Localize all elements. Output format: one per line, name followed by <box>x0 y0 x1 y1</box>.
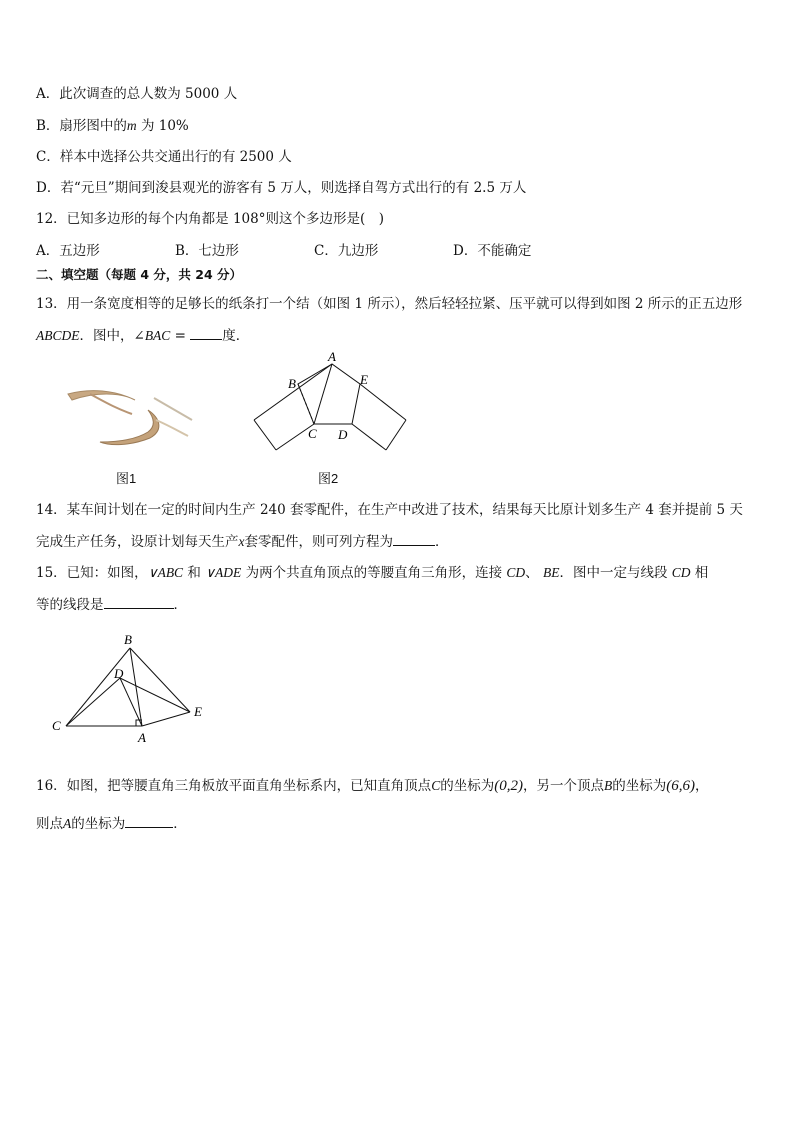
paper-strip-top-right <box>90 394 132 414</box>
q15-label-c: C <box>52 718 61 733</box>
paper-strip-tail <box>156 420 188 436</box>
q13-line1: 13．用一条宽度相等的足够长的纸条打一个结（如图 1 所示），然后轻轻拉紧、压平就可以得到如图 2 所示的正五边形 <box>36 296 743 312</box>
q13-equals: = <box>170 328 191 344</box>
q12-option-d: D．不能确定 <box>453 243 532 259</box>
strip-left-end <box>254 420 276 450</box>
q14-line2-end: ． <box>435 534 449 550</box>
q16-point-a: A <box>63 816 72 831</box>
q12-stem: 12．已知多边形的每个内角都是 108°则这个多边形是( ) <box>36 211 385 227</box>
q16-coord-c: (0,2) <box>494 778 523 794</box>
figure2-caption: 图2 <box>318 471 339 486</box>
fig2-label-e: E <box>360 372 368 387</box>
q15-label-b: B <box>124 632 132 647</box>
q12-option-c: C．九边形 <box>314 243 379 259</box>
q15-line2-prefix: 等的线段是 <box>36 597 104 613</box>
paper-strip-knot <box>100 410 159 445</box>
q15-line1 <box>36 561 708 581</box>
q15-sep: 、 <box>525 565 543 581</box>
q15-seg-be: BE <box>542 565 560 580</box>
dashed-bc <box>298 384 314 424</box>
q15-mid2: ．图中一定与线段 <box>559 565 672 581</box>
q15-seg-cd: CD <box>506 565 526 580</box>
fig2-label-c: C <box>308 426 317 441</box>
q15-triangle-ade: ∨ADE <box>205 565 242 580</box>
strip-right-bottom <box>352 424 386 450</box>
q11-option-a: A．此次调查的总人数为 5000 人 <box>36 86 238 102</box>
q16-point-b: B <box>603 778 613 793</box>
q15-mid: 为两个共直角顶点的等腰直角三角形，连接 <box>241 565 507 581</box>
fig2-label-b: B <box>288 376 296 391</box>
section-heading: 二、填空题（每题 4 分，共 24 分） <box>36 267 243 282</box>
seg-de <box>120 678 190 712</box>
q16-line1 <box>36 774 708 795</box>
q15-label-e: E <box>194 704 202 719</box>
q15-prefix: 15．已知：如图， <box>36 565 148 581</box>
q11-option-b-suffix: 为 10% <box>136 118 189 134</box>
fig2-label-d: D <box>338 427 348 442</box>
q16-answer-blank <box>125 813 173 828</box>
q15-and: 和 <box>183 565 206 581</box>
q15-figure <box>48 630 218 748</box>
seg-be <box>130 648 190 712</box>
q16-end1: ， <box>694 778 709 794</box>
seg-ba <box>130 648 142 726</box>
paper-strip-end <box>154 398 192 420</box>
q14-line2 <box>36 530 449 550</box>
q16-mid3: 的坐标为 <box>612 778 667 794</box>
q15-label-d: D <box>114 666 124 681</box>
q13-angle-var: BAC <box>144 328 171 343</box>
q15-answer-blank <box>104 594 174 609</box>
q13-line2-end: 度． <box>222 328 250 344</box>
q16-coord-b: (6,6) <box>666 778 695 794</box>
q11-option-c: C．样本中选择公共交通出行的有 2500 人 <box>36 149 292 165</box>
strip-right-top <box>360 384 406 420</box>
q14-line2-prefix: 完成生产任务，设原计划每天生产 <box>36 534 239 550</box>
q16-line2 <box>36 812 187 832</box>
q16-line2-end: ． <box>173 816 187 832</box>
strip-right-end <box>386 420 406 450</box>
strip-left-top <box>254 364 332 420</box>
q13-figure1 <box>60 380 210 450</box>
q15-seg-cd-2: CD <box>671 565 691 580</box>
q16-mid2: ，另一个顶点 <box>522 778 604 794</box>
q13-figure2 <box>248 348 413 456</box>
q15-label-a: A <box>138 730 146 745</box>
q15-line2-end: ． <box>173 597 187 613</box>
q13-line2 <box>36 324 249 344</box>
q14-var-x: x <box>238 534 245 549</box>
q16-line2-mid: 的坐标为 <box>71 816 126 832</box>
seg-cd <box>66 678 120 726</box>
q16-line2-prefix: 则点 <box>36 816 63 832</box>
q15-line1-end: 相 <box>690 565 709 581</box>
seg-cb <box>66 648 130 726</box>
figure1-caption: 图1 <box>116 471 137 486</box>
fig2-label-a: A <box>328 349 336 364</box>
q12-option-b: B．七边形 <box>175 243 239 259</box>
q13-line2-mid: ．图中，∠ <box>79 328 145 344</box>
q11-option-b <box>36 114 189 134</box>
q16-point-c: C <box>431 778 441 793</box>
q13-pentagon-var: ABCDE <box>36 328 80 343</box>
paper-strip-top-left <box>68 391 135 400</box>
q14-line1: 14．某车间计划在一定的时间内生产 240 套零配件，在生产中改进了技术，结果每天比原计划多生产 4 套并提前 5 天 <box>36 502 743 518</box>
q11-option-b-prefix: B．扇形图中的 <box>36 118 127 134</box>
q14-answer-blank <box>393 531 435 546</box>
seg-ae <box>142 712 190 726</box>
q15-triangle-abc: ∨ABC <box>147 565 184 580</box>
q13-answer-blank <box>190 325 222 340</box>
q16-prefix: 16．如图，把等腰直角三角板放平面直角坐标系内，已知直角顶点 <box>36 778 432 794</box>
q15-line2 <box>36 593 187 613</box>
q12-option-a: A．五边形 <box>36 243 100 259</box>
q11-option-d: D．若“元旦”期间到浚县观光的游客有 5 万人，则选择自驾方式出行的有 2.5 万人 <box>36 180 527 196</box>
q11-option-b-var: m <box>126 118 137 133</box>
q14-line2-suffix: 套零配件，则可列方程为 <box>244 534 393 550</box>
q16-mid1: 的坐标为 <box>440 778 495 794</box>
